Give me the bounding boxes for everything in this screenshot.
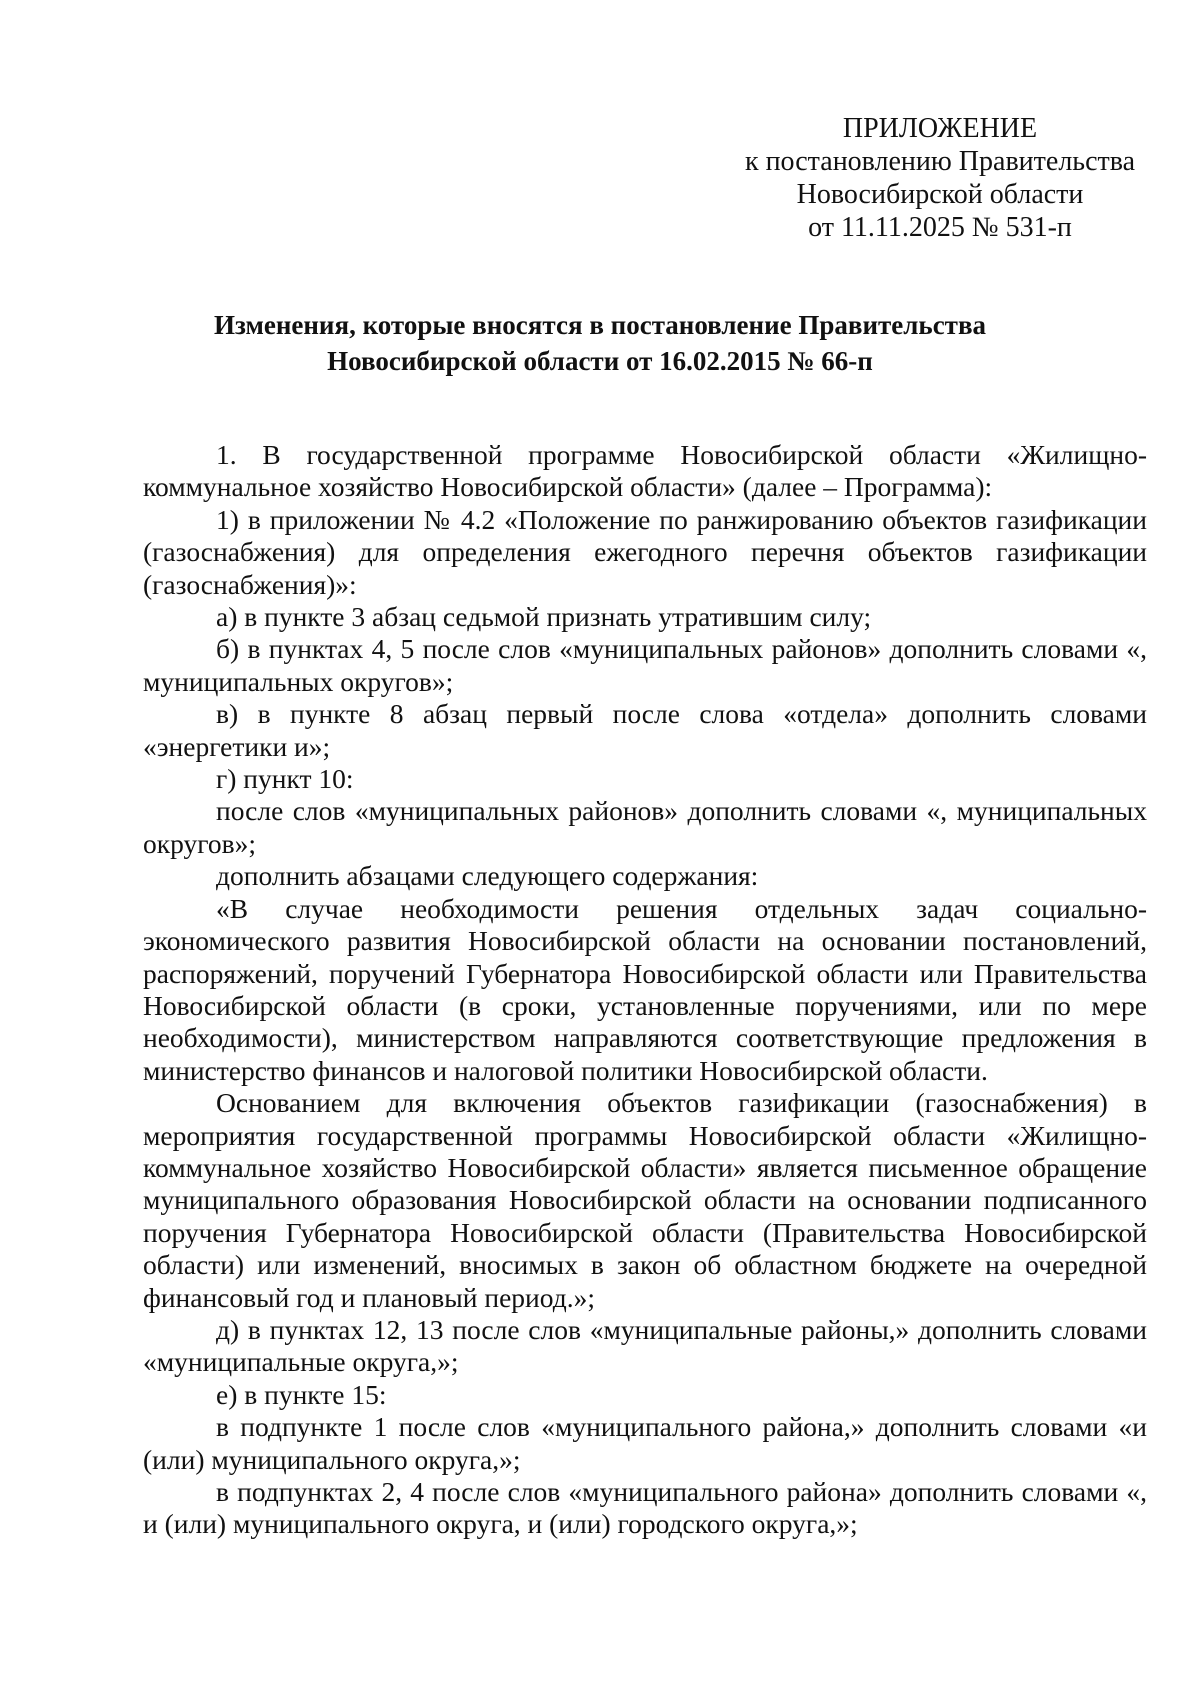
paragraph-text: дополнить абзацами следующего содержания:	[216, 860, 759, 892]
title-line-1: Изменения, которые вносятся в постановление Правительства	[213, 310, 987, 340]
paragraph-subitem-a: а) в пункте 3 абзац седьмой признать утратившим силу;	[216, 601, 872, 633]
paragraph-subitem-v: в) в пункте 8 абзац первый после слова «отдела» дополнить словами «энергетики и»;	[143, 698, 1147, 762]
appendix-reference: к постановлению Правительства	[744, 146, 1136, 177]
appendix-header	[720, 112, 1160, 244]
paragraph-subitem-d: д) в пунктах 12, 13 после слов «муниципальные районы,» дополнить словами «муниципальные округа,»;	[143, 1313, 1147, 1378]
paragraph-text: в подпунктах 2, 4 после слов «муниципального района» дополнить словами «, и (или) муниципального округа, и (или) городского округа,»;	[143, 1476, 1147, 1540]
title-line-2: Новосибирской области от 16.02.2015 № 66-п	[327, 346, 873, 376]
appendix-date-number: от 11.11.2025 № 531-п	[808, 212, 1072, 243]
appendix-region: Новосибирской области	[796, 179, 1084, 210]
paragraph-text: в подпункте 1 после слов «муниципального района,» дополнить словами «и (или) муниципального округа,»;	[143, 1411, 1147, 1475]
document-title	[140, 307, 1060, 379]
paragraph-quote: Основанием для включения объектов газификации (газоснабжения) в мероприятия государственной программы Новосибирской области «Жилищно-коммунальное хозяйство Новосибирской области» является письменное обращение муниципального образования Новосибирской области на основании подписанного поручения Губернатора Новосибирской области (Правительства Новосибирской области) или изменений, вносимых в закон об областном бюджете на очередной финансовый год и плановый период.»;	[143, 1087, 1147, 1313]
paragraph-subitem-b: б) в пунктах 4, 5 после слов «муниципальных районов» дополнить словами «, муниципальных округов»;	[143, 633, 1147, 697]
paragraph-text: после слов «муниципальных районов» дополнить словами «, муниципальных округов»;	[143, 795, 1147, 859]
paragraph-item-1: 1. В государственной программе Новосибирской области «Жилищно-коммунальное хозяйство Новосибирской области» (далее – Программа):	[143, 439, 1147, 503]
paragraph-subitem-g: г) пункт 10:	[216, 763, 354, 795]
paragraph-subitem-e: е) в пункте 15:	[216, 1378, 387, 1410]
document-body	[143, 439, 1147, 1541]
paragraph-quote: «В случае необходимости решения отдельных задач социально-экономического развития Новосибирской области на основании постановлений, распоряжений, поручений Губернатора Новосибирской области или Правительства Новосибирской области (в сроки, установленные поручениями, или по мере необходимости), министерством направляются соответствующие предложения в министерство финансов и налоговой политики Новосибирской области.	[143, 892, 1147, 1086]
appendix-label: ПРИЛОЖЕНИЕ	[842, 113, 1038, 144]
paragraph-subitem-1: 1) в приложении № 4.2 «Положение по ранжированию объектов газификации (газоснабжения) для определения ежегодного перечня объектов газификации (газоснабжения)»:	[143, 503, 1147, 600]
